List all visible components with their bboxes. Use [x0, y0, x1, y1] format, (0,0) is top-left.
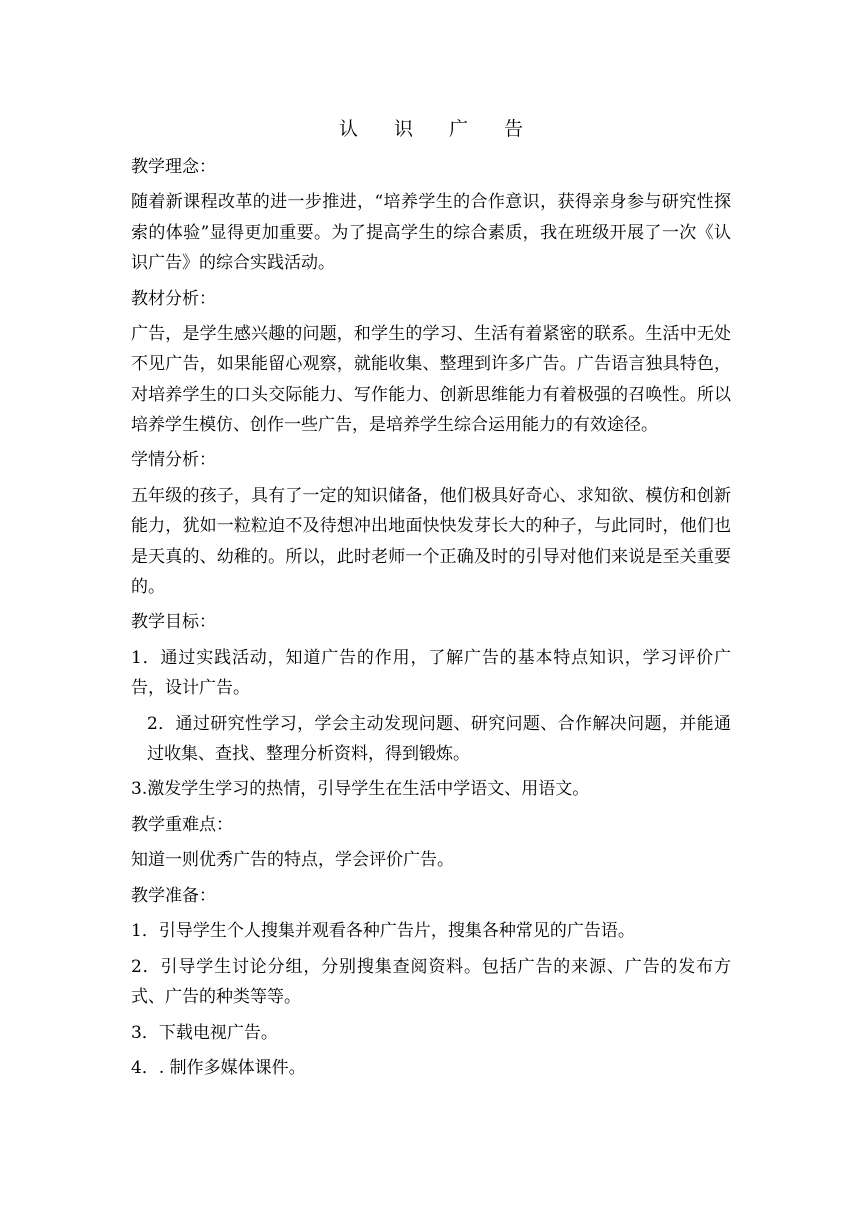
- paragraph-student-analysis: 五年级的孩子，具有了一定的知识储备，他们极具好奇心、求知欲、模仿和创新能力，犹如一粒粒迫不及待想冲出地面快快发芽长大的种子，与此同时，他们也是天真的、幼稚的。所以，此时老师一个正确及时的引导对他们来说是至关重要的。: [131, 485, 731, 597]
- preparation-item-1: 1．引导学生个人搜集并观看各种广告片，搜集各种常见的广告语。: [131, 921, 635, 942]
- heading-preparation: 教学准备：: [131, 885, 216, 906]
- heading-student-analysis: 学情分析：: [131, 450, 216, 471]
- preparation-item-2: 2．引导学生讨论分组，分别搜集查阅资料。包括广告的来源、广告的发布方式、广告的种类等等。: [131, 956, 731, 1008]
- paragraph-teaching-philosophy: 随着新课程改革的进一步推进，“培养学生的合作意识，获得亲身参与研究性探索的体验”显得更加重要。为了提高学生的综合素质，我在班级开展了一次《认识广告》的综合实践活动。: [131, 192, 731, 274]
- heading-teaching-goals: 教学目标：: [131, 612, 216, 633]
- heading-material-analysis: 教材分析：: [131, 288, 216, 309]
- document-body: [131, 116, 731, 1089]
- document-title: 认 识 广 告: [338, 118, 539, 140]
- paragraph-key-points: 知道一则优秀广告的特点，学会评价广告。: [131, 850, 454, 871]
- preparation-item-4: 4．. 制作多媒体课件。: [131, 1058, 306, 1079]
- goal-item-3: 3.激发学生学习的热情，引导学生在生活中学语文、用语文。: [131, 779, 590, 800]
- heading-key-points: 教学重难点：: [131, 814, 233, 835]
- paragraph-material-analysis: 广告，是学生感兴趣的问题，和学生的学习、生活有着紧密的联系。生活中无处不见广告，如果能留心观察，就能收集、整理到许多广告。广告语言独具特色，对培养学生的口头交际能力、写作能力、创新思维能力有着极强的召唤性。所以培养学生模仿、创作一些广告，是培养学生综合运用能力的有效途径。: [131, 324, 731, 435]
- heading-teaching-philosophy: 教学理念：: [131, 157, 216, 177]
- goal-item-1: 1．通过实践活动，知道广告的作用，了解广告的基本特点知识，学习评价广告，设计广告。: [131, 647, 731, 699]
- preparation-item-3: 3．下载电视广告。: [131, 1022, 278, 1043]
- goal-item-2: 2．通过研究性学习，学会主动发现问题、研究问题、合作解决问题，并能通过收集、查找、整理分析资料，得到锻炼。: [147, 713, 731, 764]
